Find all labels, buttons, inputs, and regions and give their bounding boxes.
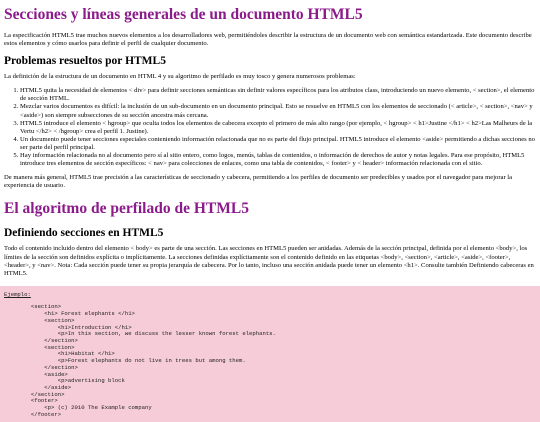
defining-sections-heading: Definiendo secciones en HTML5 bbox=[4, 227, 164, 240]
problems-heading: Problemas resueltos por HTML5 bbox=[4, 55, 166, 68]
algorithm-heading: El algoritmo de perfilado de HTML5 bbox=[4, 200, 249, 218]
intro-paragraph: La especificación HTML5 trae muchos nuevos elementos a los desarrolladores web, permitiéndoles describir la estructura de un documento web con semántica estandarizada. Este documento describe estos elementos y cómo usarlos para definir el perfil de cualquier documento. bbox=[4, 32, 532, 48]
code-example-block bbox=[0, 286, 540, 422]
list-item: 1. HTML5 quita la necesidad de elementos < div> para definir secciones semánticas sin definir valores específicos para los atributos class, introduciendo un nuevo elemento, < section>, el elemento de sección HTML. bbox=[20, 87, 536, 103]
list-item: 3. HTML5 introduce el elemento < hgroup> que oculta todos los elementos de cabecera excepto el primero de más alto rango (por ejemplo, < hgroup> < h1>Justine </h1> < h2>Las Malheurs de la Vertu </h2> < /hgroup> crea el perfil 1. Justine). bbox=[20, 120, 536, 136]
problems-intro-paragraph: La definición de la estructura de un documento en HTML 4 y su algoritmo de perfilado es muy tosco y genera numerosos problemas: bbox=[4, 73, 356, 81]
problems-list bbox=[4, 87, 536, 168]
page-title: Secciones y líneas generales de un documento HTML5 bbox=[4, 6, 363, 23]
example-label: Ejemplo: bbox=[4, 290, 31, 298]
list-item: 2. Mezclar varios documentos es difícil: la inclusión de un sub-documento en un documento principal. Esto se resuelve en HTML5 con los elementos de seccionado (< article>, < section>, <nav> y <aside>) son siempre subsecciones de su sección ancestra más cercana. bbox=[20, 103, 536, 119]
list-item: 5. Hay información relacionada no al documento pero sí al sitio entero, como logos, menús, tablas de contenidos, o información de derechos de autor y notas legales. Para ese propósito, HTML5 introduce tres elementos de sección específicos: < nav> para colecciones de enlaces, como una tabla de contenidos, < footer> y < header> información relacionada con el sitio. bbox=[20, 152, 536, 168]
summary-paragraph: De manera más general, HTML5 trae precisión a las características de seccionado y cabecera, permitiendo a los perfiles de documento ser predecibles y usados por el navegador para mejorar la experiencia de usuario. bbox=[4, 174, 513, 190]
list-item: 4. Un documento puede tener secciones especiales conteniendo información relacionada que no es parte del flujo principal. HTML5 introduce el elemento <aside> permitiendo a dichas secciones no ser parte del perfil principal. bbox=[20, 136, 536, 152]
example-code: <section> <h1> Forest elephants </h1> <section> <h1>Introduction </h1> <p>In this section, we discuss the lesser known forest elephants. </section> <section> <h1>Habitat </h1> <p>Forest elephants do not live in trees but among them. </section> <aside> <p>advertising block </aside> </section> <footer> <p> (c) 2010 The Example company </footer> bbox=[30, 303, 276, 418]
defining-paragraph: Todo el contenido incluido dentro del elemento < body> es parte de una sección. Las secciones en HTML5 pueden ser anidadas. Además de la sección principal, definida por el elemento <body>, los límites de la sección son definidos explícita o implícitamente. La secciones definidas explícitamente son el contenido definido en las etiquetas <body>, <section>, <article>, <aside>, <footer>, <header>, y <nav>. Nota: Cada sección puede tener su propia jerarquía de cabecera. Por lo tanto, incluso una sección anidada puede tener un elemento <h1>. Consulte también Definiendo cabeceras en HTML5. bbox=[4, 245, 534, 277]
